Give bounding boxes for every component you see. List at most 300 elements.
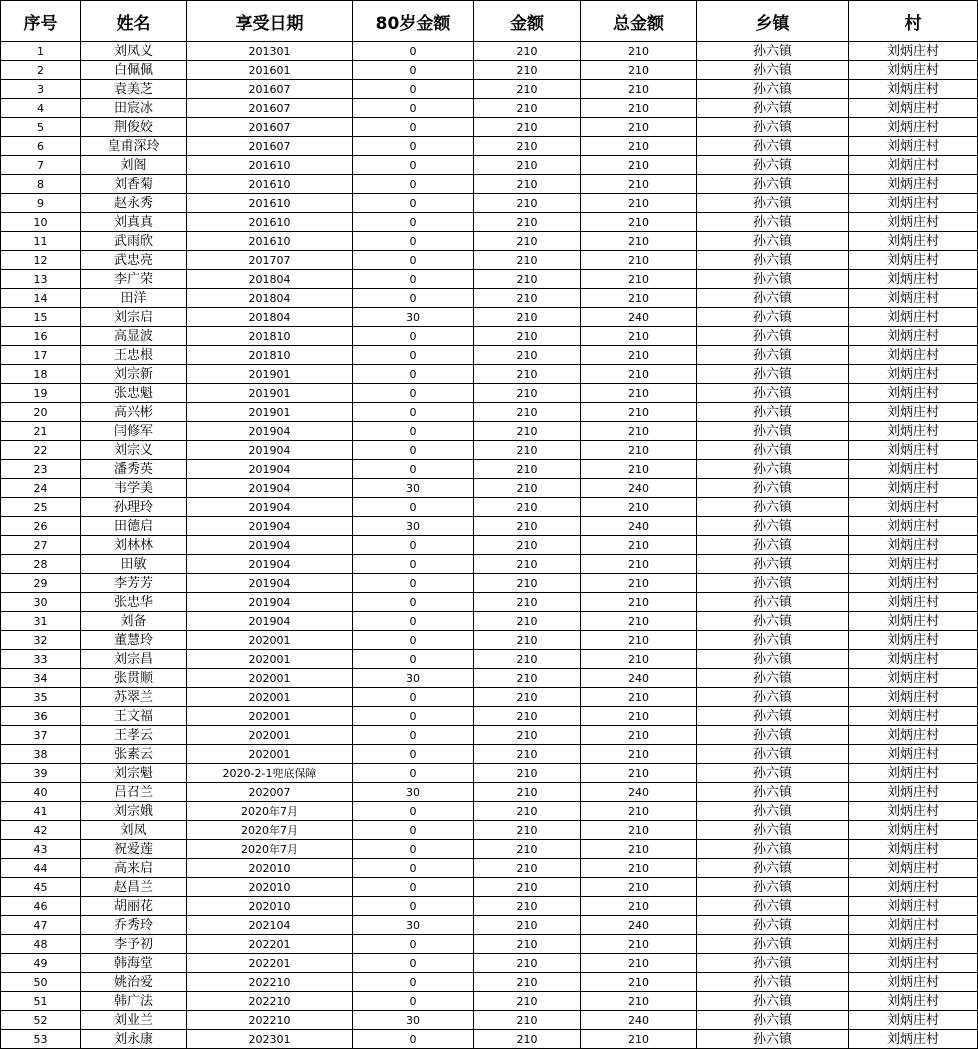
start-date-cell: 202001 — [187, 726, 353, 745]
table-row — [1, 194, 978, 213]
name-cell: 刘香菊 — [81, 175, 187, 194]
start-date-cell: 202010 — [187, 878, 353, 897]
amount-cell: 210 — [474, 1030, 581, 1049]
index-cell: 5 — [1, 118, 81, 137]
amount-cell: 210 — [474, 707, 581, 726]
amount-cell: 210 — [474, 403, 581, 422]
start-date-cell: 201904 — [187, 479, 353, 498]
age80-amount-cell: 0 — [353, 935, 474, 954]
table-row — [1, 916, 978, 935]
total-amount-cell: 210 — [581, 954, 697, 973]
total-amount-cell: 210 — [581, 574, 697, 593]
name-cell: 姚治爱 — [81, 973, 187, 992]
start-date-cell: 202010 — [187, 859, 353, 878]
start-date-cell: 201901 — [187, 365, 353, 384]
index-cell: 13 — [1, 270, 81, 289]
total-amount-cell: 210 — [581, 1030, 697, 1049]
index-cell: 31 — [1, 612, 81, 631]
village-cell: 刘炳庄村 — [849, 726, 978, 745]
amount-cell: 210 — [474, 42, 581, 61]
town-cell: 孙六镇 — [697, 422, 849, 441]
start-date-cell: 202001 — [187, 745, 353, 764]
town-cell: 孙六镇 — [697, 650, 849, 669]
index-cell: 21 — [1, 422, 81, 441]
index-cell: 50 — [1, 973, 81, 992]
amount-cell: 210 — [474, 802, 581, 821]
index-cell: 19 — [1, 384, 81, 403]
name-cell: 赵昌兰 — [81, 878, 187, 897]
age80-amount-cell: 30 — [353, 479, 474, 498]
town-cell: 孙六镇 — [697, 441, 849, 460]
town-cell: 孙六镇 — [697, 916, 849, 935]
start-date-cell: 202001 — [187, 688, 353, 707]
table-row — [1, 764, 978, 783]
index-cell: 16 — [1, 327, 81, 346]
total-amount-cell: 210 — [581, 878, 697, 897]
town-cell: 孙六镇 — [697, 631, 849, 650]
start-date-cell: 201904 — [187, 536, 353, 555]
village-cell: 刘炳庄村 — [849, 365, 978, 384]
age80-amount-cell: 0 — [353, 612, 474, 631]
header-town: 乡镇 — [697, 1, 849, 42]
index-cell: 18 — [1, 365, 81, 384]
name-cell: 刘凤义 — [81, 42, 187, 61]
index-cell: 28 — [1, 555, 81, 574]
amount-cell: 210 — [474, 517, 581, 536]
age80-amount-cell: 0 — [353, 99, 474, 118]
total-amount-cell: 240 — [581, 783, 697, 802]
index-cell: 39 — [1, 764, 81, 783]
table-row — [1, 213, 978, 232]
name-cell: 田宸冰 — [81, 99, 187, 118]
town-cell: 孙六镇 — [697, 840, 849, 859]
age80-amount-cell: 0 — [353, 574, 474, 593]
table-row — [1, 650, 978, 669]
age80-amount-cell: 0 — [353, 460, 474, 479]
village-cell: 刘炳庄村 — [849, 916, 978, 935]
village-cell: 刘炳庄村 — [849, 194, 978, 213]
index-cell: 26 — [1, 517, 81, 536]
age80-amount-cell: 30 — [353, 1011, 474, 1030]
town-cell: 孙六镇 — [697, 270, 849, 289]
name-cell: 苏翠兰 — [81, 688, 187, 707]
start-date-cell: 202210 — [187, 973, 353, 992]
start-date-cell: 201610 — [187, 156, 353, 175]
name-cell: 潘秀英 — [81, 460, 187, 479]
village-cell: 刘炳庄村 — [849, 156, 978, 175]
total-amount-cell: 210 — [581, 61, 697, 80]
age80-amount-cell: 0 — [353, 42, 474, 61]
amount-cell: 210 — [474, 479, 581, 498]
name-cell: 胡丽花 — [81, 897, 187, 916]
total-amount-cell: 210 — [581, 498, 697, 517]
amount-cell: 210 — [474, 859, 581, 878]
town-cell: 孙六镇 — [697, 802, 849, 821]
amount-cell: 210 — [474, 498, 581, 517]
town-cell: 孙六镇 — [697, 992, 849, 1011]
name-cell: 李芳芳 — [81, 574, 187, 593]
name-cell: 刘宗新 — [81, 365, 187, 384]
village-cell: 刘炳庄村 — [849, 99, 978, 118]
index-cell: 20 — [1, 403, 81, 422]
village-cell: 刘炳庄村 — [849, 707, 978, 726]
village-cell: 刘炳庄村 — [849, 403, 978, 422]
name-cell: 董慧玲 — [81, 631, 187, 650]
table-row — [1, 878, 978, 897]
total-amount-cell: 210 — [581, 973, 697, 992]
total-amount-cell: 210 — [581, 403, 697, 422]
table-row — [1, 99, 978, 118]
table-row — [1, 726, 978, 745]
index-cell: 17 — [1, 346, 81, 365]
total-amount-cell: 210 — [581, 593, 697, 612]
town-cell: 孙六镇 — [697, 783, 849, 802]
start-date-cell: 201610 — [187, 175, 353, 194]
start-date-cell: 201904 — [187, 612, 353, 631]
table-row — [1, 555, 978, 574]
amount-cell: 210 — [474, 346, 581, 365]
index-cell: 27 — [1, 536, 81, 555]
age80-amount-cell: 0 — [353, 859, 474, 878]
start-date-cell: 201904 — [187, 422, 353, 441]
town-cell: 孙六镇 — [697, 346, 849, 365]
village-cell: 刘炳庄村 — [849, 42, 978, 61]
start-date-cell: 202104 — [187, 916, 353, 935]
index-cell: 43 — [1, 840, 81, 859]
amount-cell: 210 — [474, 460, 581, 479]
village-cell: 刘炳庄村 — [849, 308, 978, 327]
start-date-cell: 202210 — [187, 1011, 353, 1030]
table-row — [1, 954, 978, 973]
village-cell: 刘炳庄村 — [849, 1030, 978, 1049]
total-amount-cell: 210 — [581, 156, 697, 175]
village-cell: 刘炳庄村 — [849, 479, 978, 498]
town-cell: 孙六镇 — [697, 593, 849, 612]
total-amount-cell: 210 — [581, 460, 697, 479]
start-date-cell: 2020-2-1兜底保障 — [187, 764, 353, 783]
amount-cell: 210 — [474, 156, 581, 175]
village-cell: 刘炳庄村 — [849, 327, 978, 346]
village-cell: 刘炳庄村 — [849, 821, 978, 840]
total-amount-cell: 210 — [581, 346, 697, 365]
town-cell: 孙六镇 — [697, 669, 849, 688]
town-cell: 孙六镇 — [697, 479, 849, 498]
index-cell: 48 — [1, 935, 81, 954]
name-cell: 孙理玲 — [81, 498, 187, 517]
total-amount-cell: 210 — [581, 555, 697, 574]
table-row — [1, 61, 978, 80]
table-row — [1, 384, 978, 403]
header-age80-amount: 80岁金额 — [353, 1, 474, 42]
name-cell: 闫修军 — [81, 422, 187, 441]
index-cell: 51 — [1, 992, 81, 1011]
amount-cell: 210 — [474, 688, 581, 707]
table-row — [1, 308, 978, 327]
start-date-cell: 202010 — [187, 897, 353, 916]
table-row — [1, 840, 978, 859]
index-cell: 2 — [1, 61, 81, 80]
start-date-cell: 202001 — [187, 650, 353, 669]
start-date-cell: 201810 — [187, 346, 353, 365]
name-cell: 韦学美 — [81, 479, 187, 498]
total-amount-cell: 210 — [581, 80, 697, 99]
name-cell: 白佩佩 — [81, 61, 187, 80]
amount-cell: 210 — [474, 308, 581, 327]
start-date-cell: 201610 — [187, 213, 353, 232]
age80-amount-cell: 0 — [353, 118, 474, 137]
age80-amount-cell: 30 — [353, 308, 474, 327]
start-date-cell: 201904 — [187, 517, 353, 536]
amount-cell: 210 — [474, 612, 581, 631]
table-row — [1, 270, 978, 289]
name-cell: 田敏 — [81, 555, 187, 574]
age80-amount-cell: 0 — [353, 802, 474, 821]
total-amount-cell: 210 — [581, 536, 697, 555]
total-amount-cell: 210 — [581, 726, 697, 745]
table-row — [1, 517, 978, 536]
age80-amount-cell: 0 — [353, 137, 474, 156]
total-amount-cell: 210 — [581, 99, 697, 118]
index-cell: 29 — [1, 574, 81, 593]
town-cell: 孙六镇 — [697, 365, 849, 384]
total-amount-cell: 210 — [581, 384, 697, 403]
town-cell: 孙六镇 — [697, 745, 849, 764]
table-row — [1, 498, 978, 517]
village-cell: 刘炳庄村 — [849, 422, 978, 441]
age80-amount-cell: 30 — [353, 517, 474, 536]
age80-amount-cell: 0 — [353, 707, 474, 726]
start-date-cell: 201610 — [187, 194, 353, 213]
total-amount-cell: 210 — [581, 232, 697, 251]
start-date-cell: 201901 — [187, 403, 353, 422]
age80-amount-cell: 0 — [353, 992, 474, 1011]
town-cell: 孙六镇 — [697, 612, 849, 631]
name-cell: 王文福 — [81, 707, 187, 726]
village-cell: 刘炳庄村 — [849, 764, 978, 783]
village-cell: 刘炳庄村 — [849, 574, 978, 593]
index-cell: 34 — [1, 669, 81, 688]
start-date-cell: 201904 — [187, 460, 353, 479]
town-cell: 孙六镇 — [697, 1011, 849, 1030]
age80-amount-cell: 0 — [353, 289, 474, 308]
town-cell: 孙六镇 — [697, 137, 849, 156]
index-cell: 53 — [1, 1030, 81, 1049]
total-amount-cell: 210 — [581, 365, 697, 384]
age80-amount-cell: 0 — [353, 365, 474, 384]
table-row — [1, 137, 978, 156]
name-cell: 吕召兰 — [81, 783, 187, 802]
name-cell: 刘宗娥 — [81, 802, 187, 821]
table-row — [1, 935, 978, 954]
start-date-cell: 202001 — [187, 669, 353, 688]
town-cell: 孙六镇 — [697, 194, 849, 213]
total-amount-cell: 210 — [581, 251, 697, 270]
table-row — [1, 821, 978, 840]
village-cell: 刘炳庄村 — [849, 631, 978, 650]
amount-cell: 210 — [474, 764, 581, 783]
age80-amount-cell: 0 — [353, 688, 474, 707]
village-cell: 刘炳庄村 — [849, 669, 978, 688]
name-cell: 乔秀玲 — [81, 916, 187, 935]
index-cell: 30 — [1, 593, 81, 612]
age80-amount-cell: 0 — [353, 61, 474, 80]
amount-cell: 210 — [474, 669, 581, 688]
age80-amount-cell: 30 — [353, 783, 474, 802]
total-amount-cell: 210 — [581, 745, 697, 764]
start-date-cell: 201607 — [187, 118, 353, 137]
amount-cell: 210 — [474, 365, 581, 384]
town-cell: 孙六镇 — [697, 118, 849, 137]
amount-cell: 210 — [474, 574, 581, 593]
village-cell: 刘炳庄村 — [849, 783, 978, 802]
total-amount-cell: 210 — [581, 688, 697, 707]
age80-amount-cell: 0 — [353, 954, 474, 973]
town-cell: 孙六镇 — [697, 954, 849, 973]
total-amount-cell: 210 — [581, 289, 697, 308]
table-row — [1, 289, 978, 308]
start-date-cell: 201607 — [187, 137, 353, 156]
name-cell: 刘备 — [81, 612, 187, 631]
age80-amount-cell: 0 — [353, 327, 474, 346]
table-row — [1, 175, 978, 194]
index-cell: 22 — [1, 441, 81, 460]
start-date-cell: 201607 — [187, 80, 353, 99]
table-row — [1, 631, 978, 650]
amount-cell: 210 — [474, 99, 581, 118]
village-cell: 刘炳庄村 — [849, 536, 978, 555]
name-cell: 韩广法 — [81, 992, 187, 1011]
total-amount-cell: 240 — [581, 1011, 697, 1030]
index-cell: 41 — [1, 802, 81, 821]
index-cell: 25 — [1, 498, 81, 517]
start-date-cell: 202001 — [187, 631, 353, 650]
total-amount-cell: 240 — [581, 669, 697, 688]
start-date-cell: 201301 — [187, 42, 353, 61]
start-date-cell: 201810 — [187, 327, 353, 346]
total-amount-cell: 240 — [581, 916, 697, 935]
age80-amount-cell: 0 — [353, 175, 474, 194]
table-row — [1, 403, 978, 422]
table-row — [1, 460, 978, 479]
table-row — [1, 441, 978, 460]
total-amount-cell: 210 — [581, 802, 697, 821]
amount-cell: 210 — [474, 593, 581, 612]
index-cell: 49 — [1, 954, 81, 973]
age80-amount-cell: 0 — [353, 650, 474, 669]
amount-cell: 210 — [474, 631, 581, 650]
age80-amount-cell: 0 — [353, 270, 474, 289]
village-cell: 刘炳庄村 — [849, 175, 978, 194]
town-cell: 孙六镇 — [697, 384, 849, 403]
village-cell: 刘炳庄村 — [849, 137, 978, 156]
town-cell: 孙六镇 — [697, 688, 849, 707]
name-cell: 刘真真 — [81, 213, 187, 232]
start-date-cell: 202007 — [187, 783, 353, 802]
start-date-cell: 201901 — [187, 384, 353, 403]
town-cell: 孙六镇 — [697, 555, 849, 574]
village-cell: 刘炳庄村 — [849, 289, 978, 308]
age80-amount-cell: 0 — [353, 403, 474, 422]
age80-amount-cell: 0 — [353, 593, 474, 612]
table-row — [1, 80, 978, 99]
village-cell: 刘炳庄村 — [849, 118, 978, 137]
name-cell: 刘林林 — [81, 536, 187, 555]
total-amount-cell: 210 — [581, 175, 697, 194]
start-date-cell: 201601 — [187, 61, 353, 80]
header-start-date: 享受日期 — [187, 1, 353, 42]
name-cell: 田德启 — [81, 517, 187, 536]
total-amount-cell: 240 — [581, 517, 697, 536]
table-row — [1, 251, 978, 270]
age80-amount-cell: 0 — [353, 726, 474, 745]
start-date-cell: 201607 — [187, 99, 353, 118]
town-cell: 孙六镇 — [697, 175, 849, 194]
amount-cell: 210 — [474, 935, 581, 954]
start-date-cell: 201804 — [187, 289, 353, 308]
village-cell: 刘炳庄村 — [849, 517, 978, 536]
name-cell: 田洋 — [81, 289, 187, 308]
name-cell: 刘宗义 — [81, 441, 187, 460]
table-row — [1, 707, 978, 726]
town-cell: 孙六镇 — [697, 707, 849, 726]
start-date-cell: 201904 — [187, 555, 353, 574]
name-cell: 高来启 — [81, 859, 187, 878]
name-cell: 武忠亮 — [81, 251, 187, 270]
name-cell: 刘宗启 — [81, 308, 187, 327]
age80-amount-cell: 0 — [353, 878, 474, 897]
total-amount-cell: 210 — [581, 118, 697, 137]
village-cell: 刘炳庄村 — [849, 232, 978, 251]
town-cell: 孙六镇 — [697, 213, 849, 232]
town-cell: 孙六镇 — [697, 232, 849, 251]
name-cell: 祝爱莲 — [81, 840, 187, 859]
town-cell: 孙六镇 — [697, 536, 849, 555]
amount-cell: 210 — [474, 232, 581, 251]
age80-amount-cell: 0 — [353, 156, 474, 175]
index-cell: 42 — [1, 821, 81, 840]
table-row — [1, 992, 978, 1011]
age80-amount-cell: 0 — [353, 498, 474, 517]
start-date-cell: 2020年7月 — [187, 821, 353, 840]
table-row — [1, 612, 978, 631]
village-cell: 刘炳庄村 — [849, 593, 978, 612]
village-cell: 刘炳庄村 — [849, 840, 978, 859]
name-cell: 韩海堂 — [81, 954, 187, 973]
name-cell: 李予初 — [81, 935, 187, 954]
index-cell: 38 — [1, 745, 81, 764]
total-amount-cell: 240 — [581, 308, 697, 327]
village-cell: 刘炳庄村 — [849, 384, 978, 403]
town-cell: 孙六镇 — [697, 1030, 849, 1049]
table-row — [1, 232, 978, 251]
town-cell: 孙六镇 — [697, 80, 849, 99]
amount-cell: 210 — [474, 821, 581, 840]
start-date-cell: 202301 — [187, 1030, 353, 1049]
name-cell: 赵永秀 — [81, 194, 187, 213]
village-cell: 刘炳庄村 — [849, 80, 978, 99]
start-date-cell: 2020年7月 — [187, 840, 353, 859]
total-amount-cell: 210 — [581, 137, 697, 156]
table-row — [1, 1011, 978, 1030]
total-amount-cell: 210 — [581, 935, 697, 954]
start-date-cell: 201904 — [187, 441, 353, 460]
table-row — [1, 42, 978, 61]
index-cell: 32 — [1, 631, 81, 650]
town-cell: 孙六镇 — [697, 821, 849, 840]
age80-amount-cell: 0 — [353, 384, 474, 403]
town-cell: 孙六镇 — [697, 460, 849, 479]
amount-cell: 210 — [474, 289, 581, 308]
